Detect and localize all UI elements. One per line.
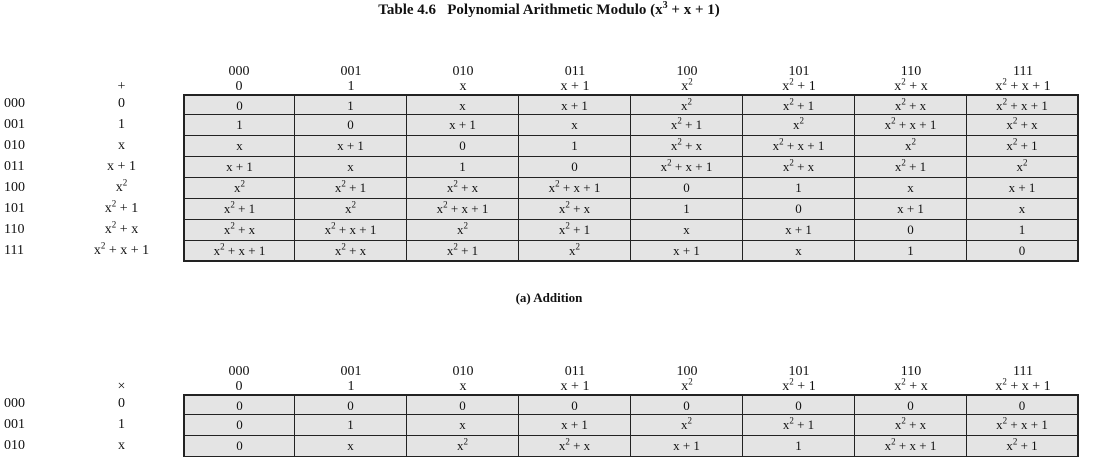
table-cell: x + 1 — [631, 436, 743, 457]
table-cell: $x^2 + x + 1$ — [967, 415, 1079, 436]
table-cell: $x^2 + x + 1$ — [407, 199, 519, 220]
table-cell: x — [183, 136, 295, 157]
row-label-binary: 111 — [4, 243, 24, 258]
table-cell: $x^2 + 1$ — [183, 199, 295, 220]
column-header — [295, 360, 407, 394]
table-cell: 0 — [407, 394, 519, 415]
corner-blank — [0, 54, 60, 94]
column-header-binary: 000 — [228, 364, 250, 379]
table-cell: $x^2$ — [183, 178, 295, 199]
column-header — [407, 54, 519, 94]
column-header-poly: $x^2 + x + 1$ — [995, 376, 1051, 394]
row-label-binary: 000 — [4, 96, 25, 111]
table-cell: 1 — [855, 241, 967, 262]
column-header-binary: 010 — [452, 364, 474, 379]
table-cell: $x^2$ — [967, 157, 1079, 178]
multiplication-table — [0, 360, 1098, 457]
column-header-binary: 110 — [900, 364, 922, 379]
table-cell: 0 — [743, 199, 855, 220]
column-header — [295, 54, 407, 94]
table-cell: 1 — [631, 199, 743, 220]
column-header-binary: 011 — [564, 64, 586, 79]
table-cell: $x^2$ — [407, 436, 519, 457]
column-header-binary: 011 — [564, 364, 586, 379]
column-header-poly: x — [459, 379, 467, 394]
row-label-binary: 001 — [4, 417, 25, 432]
table-cell: $x^2$ — [295, 199, 407, 220]
table-cell: $x^2 + x + 1$ — [519, 178, 631, 199]
column-header-poly: 0 — [235, 379, 243, 394]
column-header-poly: $x^2 + x$ — [894, 376, 928, 394]
column-header — [967, 54, 1079, 94]
column-header-binary: 001 — [340, 364, 362, 379]
row-label-binary: 010 — [4, 438, 25, 453]
operator-symbol: × — [117, 379, 126, 394]
table-cell: x — [967, 199, 1079, 220]
table-cell: $x^2 + x + 1$ — [855, 436, 967, 457]
column-header-poly: 1 — [347, 379, 355, 394]
table-cell: x + 1 — [183, 157, 295, 178]
table-cell: x — [631, 220, 743, 241]
table-cell: $x^2 + x$ — [855, 94, 967, 115]
column-header-binary: 010 — [452, 64, 474, 79]
table-cell: $x^2$ — [519, 241, 631, 262]
table-cell: $x^2 + x$ — [295, 241, 407, 262]
column-header — [743, 360, 855, 394]
table-cell: 0 — [967, 394, 1079, 415]
table-cell: x — [407, 94, 519, 115]
column-header-binary: 101 — [788, 364, 810, 379]
column-header-poly: x + 1 — [560, 79, 590, 94]
multiplication-grid — [0, 360, 1098, 457]
table-cell: 1 — [743, 436, 855, 457]
column-header — [631, 54, 743, 94]
table-cell: 0 — [743, 394, 855, 415]
column-header — [631, 360, 743, 394]
table-cell: 0 — [855, 394, 967, 415]
row-label-poly: $x^2 + 1$ — [104, 198, 139, 216]
table-cell: $x^2 + 1$ — [295, 178, 407, 199]
row-label-poly: 1 — [118, 117, 125, 132]
table-cell: x — [407, 415, 519, 436]
table-cell: $x^2 + 1$ — [967, 136, 1079, 157]
table-cell: 1 — [183, 115, 295, 136]
column-header-binary: 111 — [1013, 364, 1033, 379]
table-cell: $x^2 + 1$ — [631, 115, 743, 136]
table-cell: $x^2$ — [631, 415, 743, 436]
table-cell: x + 1 — [519, 415, 631, 436]
row-label-binary: 011 — [4, 159, 25, 174]
table-cell: 0 — [519, 394, 631, 415]
column-header — [183, 54, 295, 94]
table-cell: $x^2 + 1$ — [407, 241, 519, 262]
table-cell: $x^2$ — [855, 136, 967, 157]
column-header-poly: $x^2 + 1$ — [782, 76, 816, 94]
table-cell: 0 — [183, 94, 295, 115]
table-cell: $x^2 + x + 1$ — [631, 157, 743, 178]
table-cell: $x^2 + 1$ — [855, 157, 967, 178]
table-title: Table 4.6 Polynomial Arithmetic Modulo $(x^3 + x + 1)$ — [378, 0, 720, 18]
row-label-poly: x — [118, 138, 125, 153]
table-cell: 1 — [295, 415, 407, 436]
table-cell: $x^2 + x$ — [855, 415, 967, 436]
row-label-binary: 001 — [4, 117, 25, 132]
table-cell: 0 — [631, 178, 743, 199]
table-cell: 0 — [407, 136, 519, 157]
table-cell: x — [295, 436, 407, 457]
table-cell: $x^2 + x$ — [183, 220, 295, 241]
table-cell: x + 1 — [407, 115, 519, 136]
row-label-poly: $x^2 + x + 1$ — [93, 240, 150, 258]
table-cell: $x^2 + 1$ — [743, 94, 855, 115]
addition-caption: (a) Addition — [515, 290, 583, 305]
column-header-poly: $x^2$ — [681, 376, 693, 394]
row-label-poly: 0 — [118, 96, 125, 111]
corner-blank — [0, 360, 60, 394]
table-cell: x + 1 — [967, 178, 1079, 199]
table-cell: x + 1 — [519, 94, 631, 115]
table-cell: 0 — [295, 394, 407, 415]
table-cell: $x^2 + x + 1$ — [855, 115, 967, 136]
column-header-binary: 110 — [900, 64, 922, 79]
table-cell: 0 — [631, 394, 743, 415]
column-header-poly: $x^2 + x$ — [894, 76, 928, 94]
column-header-poly: x — [459, 79, 467, 94]
column-header-binary: 100 — [676, 364, 698, 379]
table-cell: $x^2 + x$ — [631, 136, 743, 157]
table-cell: $x^2 + x + 1$ — [295, 220, 407, 241]
table-cell: x — [855, 178, 967, 199]
table-cell: 0 — [295, 115, 407, 136]
table-cell: x + 1 — [631, 241, 743, 262]
table-cell: x + 1 — [855, 199, 967, 220]
column-header-poly: $x^2 + 1$ — [782, 376, 816, 394]
table-cell: 1 — [743, 178, 855, 199]
row-label-binary: 100 — [4, 180, 25, 195]
column-header — [855, 54, 967, 94]
row-label-poly: $x^2 + x$ — [104, 219, 139, 237]
table-cell: $x^2 + x + 1$ — [967, 94, 1079, 115]
operator-symbol: + — [117, 79, 126, 94]
column-header — [855, 360, 967, 394]
table-cell: x + 1 — [743, 220, 855, 241]
column-header-poly: $x^2$ — [681, 76, 693, 94]
table-cell: $x^2 + x$ — [519, 436, 631, 457]
column-header — [407, 360, 519, 394]
column-header-binary: 101 — [788, 64, 810, 79]
column-header-binary: 001 — [340, 64, 362, 79]
table-cell: x — [519, 115, 631, 136]
row-label-poly: 0 — [118, 396, 125, 411]
row-label-binary: 010 — [4, 138, 25, 153]
table-cell: $x^2$ — [407, 220, 519, 241]
table-cell: 0 — [855, 220, 967, 241]
table-cell: $x^2$ — [743, 115, 855, 136]
column-header-poly: x + 1 — [560, 379, 590, 394]
column-header-poly: $x^2 + x + 1$ — [995, 76, 1051, 94]
table-cell: 0 — [967, 241, 1079, 262]
column-header-poly: 0 — [235, 79, 243, 94]
table-cell: $x^2 + x$ — [743, 157, 855, 178]
column-header — [743, 54, 855, 94]
row-label-binary: 000 — [4, 396, 25, 411]
row-label-binary: 101 — [4, 201, 25, 216]
table-cell: 0 — [183, 415, 295, 436]
row-label-poly: x + 1 — [107, 159, 136, 174]
row-label-binary: 110 — [4, 222, 25, 237]
row-label-poly: $x^2$ — [115, 177, 128, 195]
table-cell: $x^2 + 1$ — [743, 415, 855, 436]
table-cell: 1 — [407, 157, 519, 178]
row-label-poly: x — [118, 438, 125, 453]
column-header — [967, 360, 1079, 394]
table-cell: 1 — [519, 136, 631, 157]
table-cell: $x^2 + x + 1$ — [743, 136, 855, 157]
addition-table — [0, 54, 1098, 262]
table-cell: $x^2 + x + 1$ — [183, 241, 295, 262]
table-cell: 0 — [519, 157, 631, 178]
table-cell: $x^2 + 1$ — [967, 436, 1079, 457]
table-cell: $x^2 + 1$ — [519, 220, 631, 241]
table-cell: $x^2 + x$ — [967, 115, 1079, 136]
table-cell: x + 1 — [295, 136, 407, 157]
table-cell: 0 — [183, 394, 295, 415]
table-cell: $x^2$ — [631, 94, 743, 115]
row-label-poly: 1 — [118, 417, 125, 432]
table-cell: 1 — [967, 220, 1079, 241]
addition-grid — [0, 54, 1098, 262]
column-header — [519, 54, 631, 94]
table-cell: x — [295, 157, 407, 178]
column-header — [519, 360, 631, 394]
column-header-poly: 1 — [347, 79, 355, 94]
column-header-binary: 000 — [228, 64, 250, 79]
table-cell: $x^2 + x$ — [407, 178, 519, 199]
column-header-binary: 100 — [676, 64, 698, 79]
table-cell: $x^2 + x$ — [519, 199, 631, 220]
table-cell: 1 — [295, 94, 407, 115]
table-cell: 0 — [183, 436, 295, 457]
table-cell: x — [743, 241, 855, 262]
column-header-binary: 111 — [1013, 64, 1033, 79]
column-header — [183, 360, 295, 394]
